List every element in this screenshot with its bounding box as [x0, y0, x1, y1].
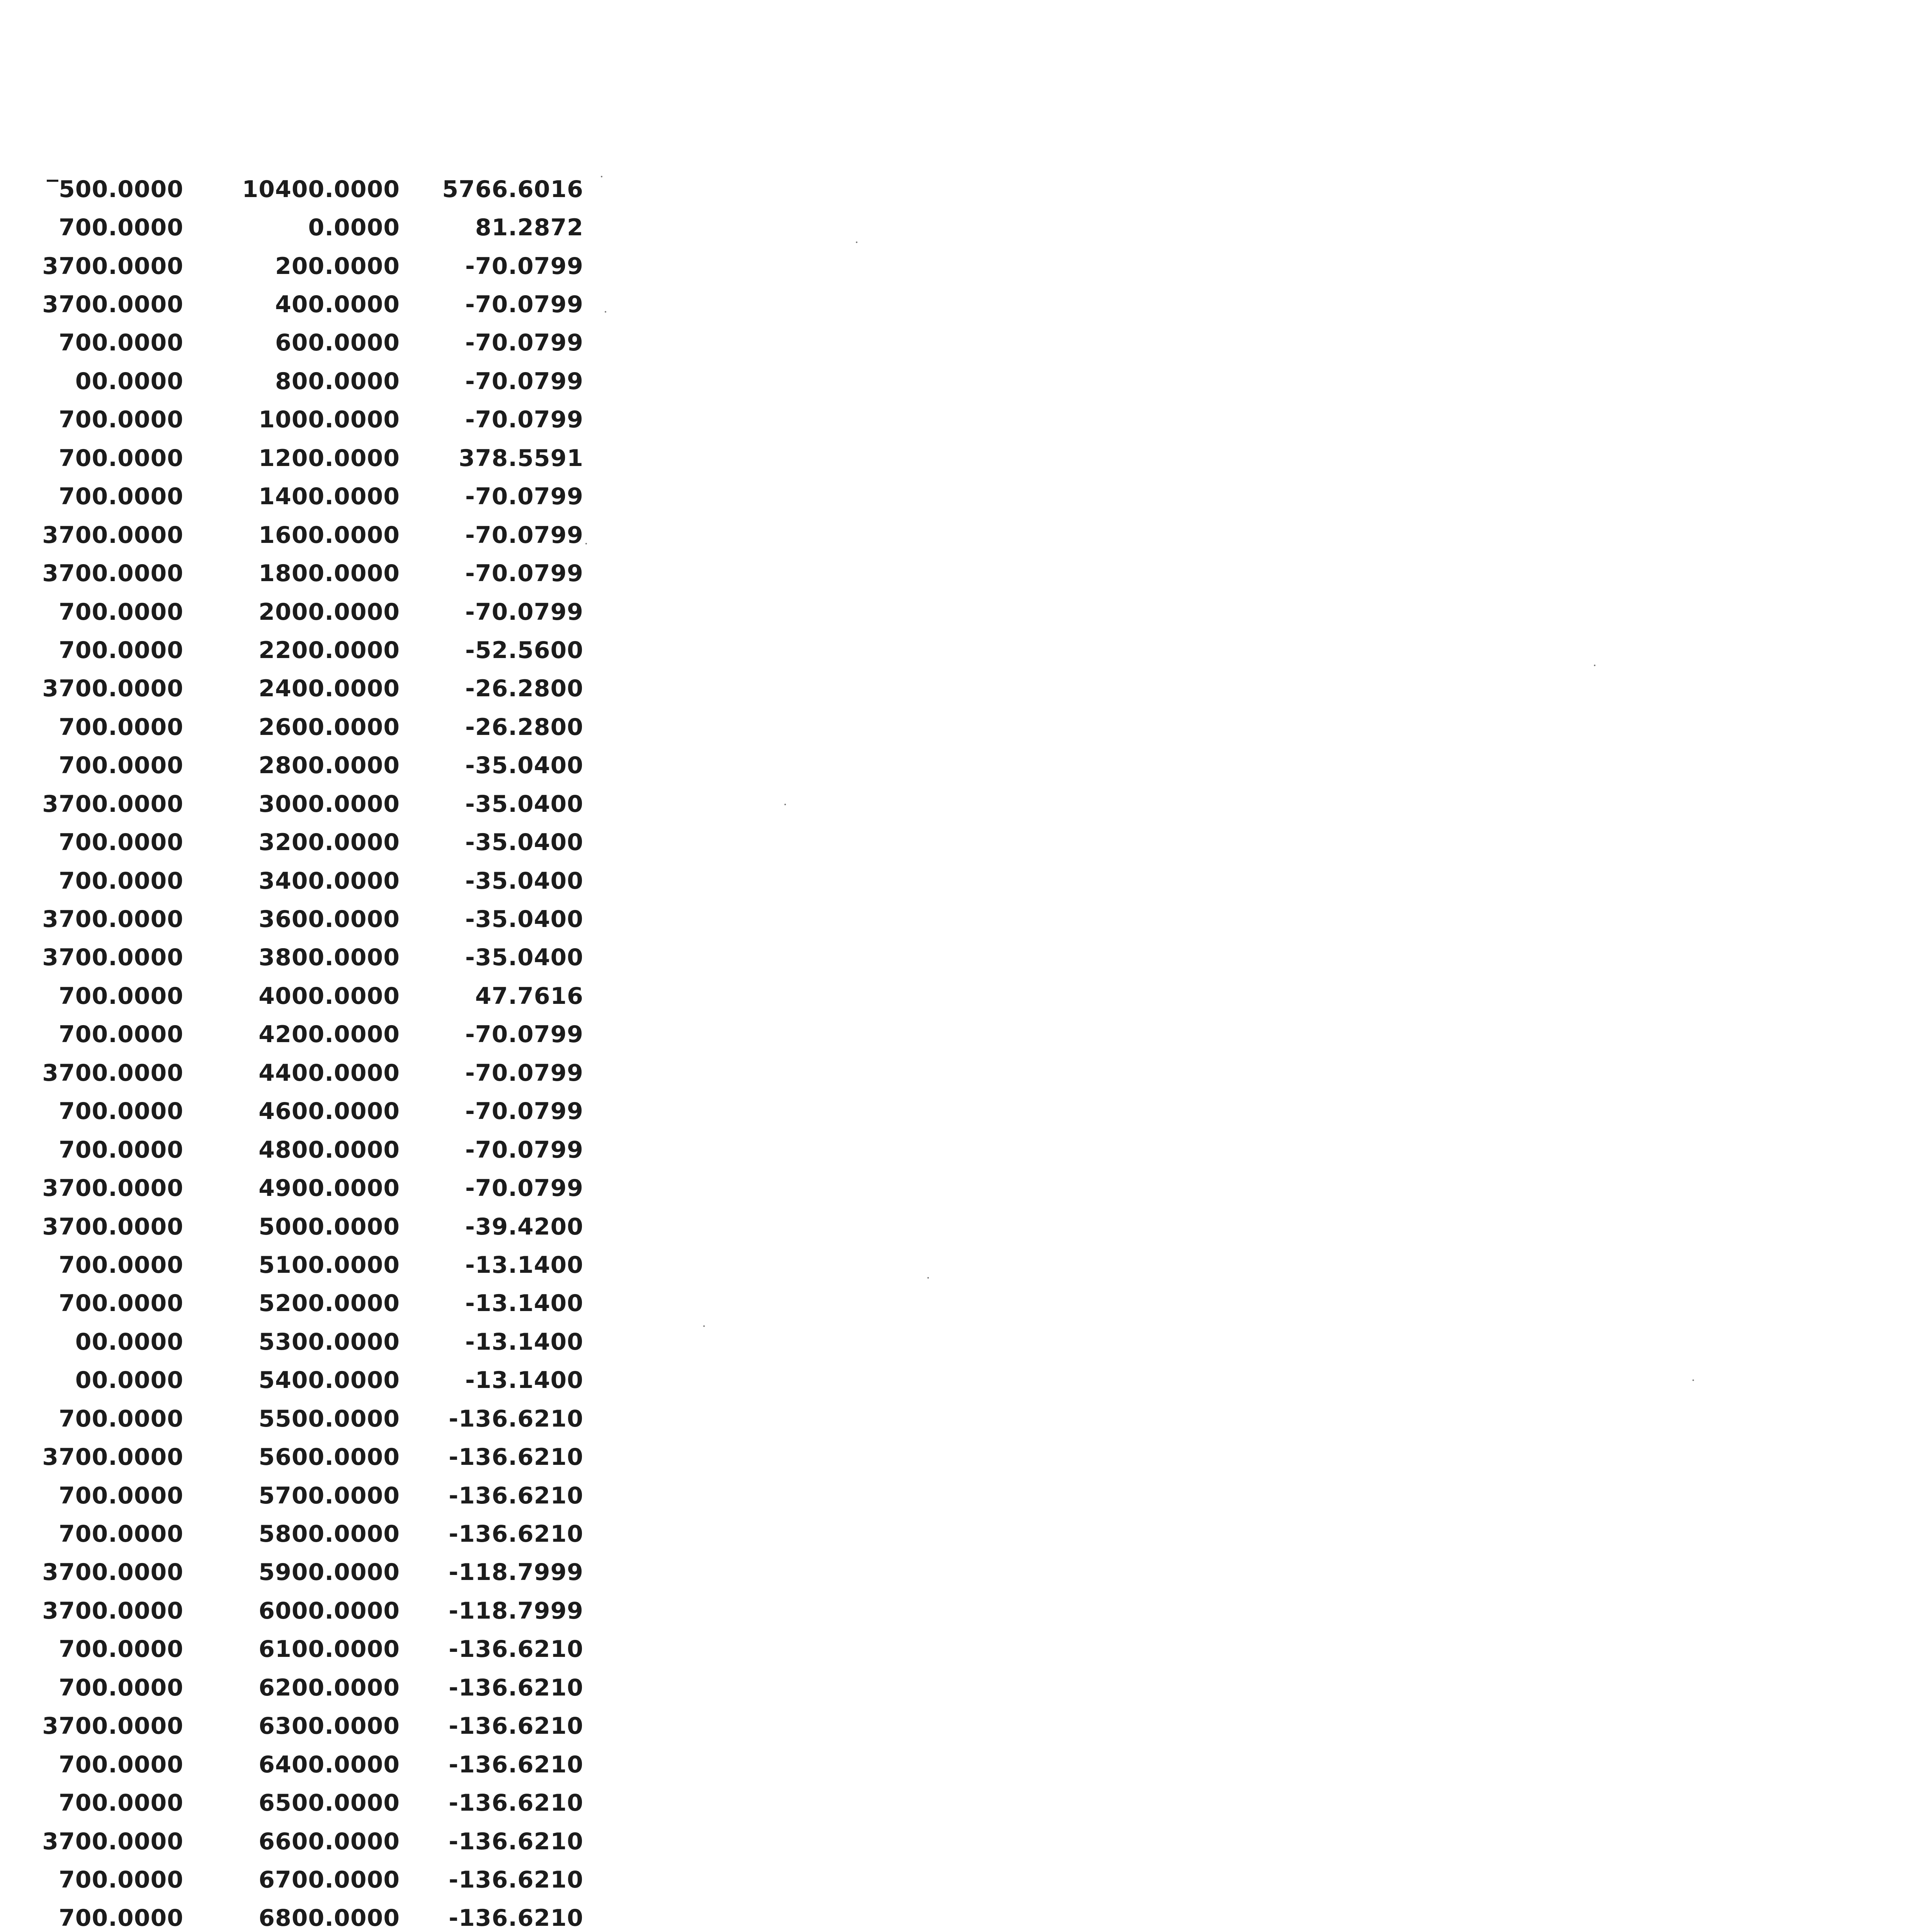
table-cell-col1: 3700.0000: [42, 1059, 184, 1087]
table-cell-col2: 4800.0000: [259, 1136, 400, 1163]
table-cell-col3: -70.0799: [465, 406, 583, 434]
table-cell-col1: 3700.0000: [42, 1597, 184, 1624]
table-cell-col2: 4900.0000: [259, 1175, 400, 1202]
table-cell-col1: 3700.0000: [42, 675, 184, 702]
data-table: [35, 170, 614, 1932]
table-row: [35, 1784, 614, 1822]
table-cell-col1: 00.0000: [75, 1328, 184, 1355]
table-cell-col1: 700.0000: [58, 1251, 184, 1279]
table-cell-col1: 700.0000: [58, 1905, 184, 1932]
table-cell-col3: -70.0799: [465, 1059, 583, 1087]
table-cell-col3: -136.6210: [449, 1905, 583, 1932]
table-row: [35, 439, 614, 477]
table-row: [35, 170, 614, 208]
table-cell-col2: 6500.0000: [259, 1789, 400, 1817]
table-cell-col3: -118.7999: [449, 1559, 583, 1586]
table-cell-col3: -70.0799: [465, 329, 583, 357]
table-row: [35, 362, 614, 400]
table-cell-col3: -35.0400: [465, 867, 583, 895]
table-row: [35, 1284, 614, 1323]
table-cell-col2: 4000.0000: [259, 982, 400, 1010]
table-cell-col3: -70.0799: [465, 252, 583, 280]
table-cell-col2: 5700.0000: [259, 1482, 400, 1509]
table-row: [35, 1208, 614, 1246]
table-cell-col1: 3700.0000: [42, 291, 184, 318]
table-cell-col3: -70.0799: [465, 1098, 583, 1125]
table-cell-col2: 6700.0000: [259, 1866, 400, 1893]
table-cell-col2: 5200.0000: [259, 1290, 400, 1317]
table-cell-col2: 1000.0000: [259, 406, 400, 434]
table-cell-col3: -35.0400: [465, 752, 583, 779]
table-cell-col2: 400.0000: [275, 291, 400, 318]
table-cell-col3: 47.7616: [475, 982, 583, 1010]
table-cell-col3: -70.0799: [465, 483, 583, 510]
table-cell-col1: 700.0000: [58, 1098, 184, 1125]
table-cell-col3: -136.6210: [449, 1520, 583, 1548]
table-cell-col1: 700.0000: [58, 1405, 184, 1432]
table-row: [35, 1822, 614, 1861]
table-cell-col2: 6100.0000: [259, 1636, 400, 1663]
table-cell-col1: 700.0000: [58, 406, 184, 434]
table-row: [35, 1438, 614, 1476]
table-cell-col2: 5900.0000: [259, 1559, 400, 1586]
table-cell-col3: -26.2800: [465, 713, 583, 741]
table-cell-col1: 700.0000: [58, 329, 184, 357]
table-cell-col3: -136.6210: [449, 1405, 583, 1432]
table-cell-col1: 700.0000: [58, 214, 184, 242]
table-cell-col2: 3400.0000: [259, 867, 400, 895]
table-row: [35, 401, 614, 439]
table-cell-col2: 5300.0000: [259, 1328, 400, 1355]
table-row: [35, 1054, 614, 1092]
table-cell-col3: -26.2800: [465, 675, 583, 702]
table-cell-col2: 4200.0000: [259, 1021, 400, 1048]
table-cell-col1: 700.0000: [58, 444, 184, 472]
table-row: [35, 478, 614, 516]
table-row: [35, 1361, 614, 1400]
table-cell-col2: 6200.0000: [259, 1674, 400, 1701]
table-row: [35, 1131, 614, 1169]
table-cell-col1: 3700.0000: [42, 944, 184, 971]
table-row: [35, 1745, 614, 1784]
table-row: [35, 708, 614, 746]
table-cell-col1: 3700.0000: [42, 521, 184, 549]
table-cell-col3: -13.1400: [465, 1290, 583, 1317]
table-cell-col3: -136.6210: [449, 1789, 583, 1817]
table-cell-col3: -39.4200: [465, 1213, 583, 1240]
table-row: [35, 1015, 614, 1054]
table-cell-col2: 10400.0000: [242, 175, 400, 203]
table-cell-col1: 3700.0000: [42, 1213, 184, 1240]
table-cell-col2: 4400.0000: [259, 1059, 400, 1087]
table-cell-col3: -70.0799: [465, 560, 583, 587]
table-row: [35, 247, 614, 285]
table-row: [35, 823, 614, 861]
table-cell-col2: 6400.0000: [259, 1751, 400, 1778]
table-row: [35, 1476, 614, 1515]
table-cell-col2: 5800.0000: [259, 1520, 400, 1548]
table-row: [35, 1630, 614, 1668]
table-cell-col2: 2000.0000: [259, 598, 400, 626]
table-cell-col2: 5400.0000: [259, 1367, 400, 1394]
table-cell-col1: 700.0000: [58, 867, 184, 895]
table-cell-col2: 2400.0000: [259, 675, 400, 702]
table-cell-col1: 3700.0000: [42, 906, 184, 933]
table-cell-col2: 2200.0000: [259, 636, 400, 664]
table-cell-col1: 3700.0000: [42, 1828, 184, 1855]
table-cell-col2: 600.0000: [275, 329, 400, 357]
table-row: [35, 208, 614, 247]
table-cell-col3: -70.0799: [465, 598, 583, 626]
table-cell-col3: -70.0799: [465, 1136, 583, 1163]
table-cell-col3: -136.6210: [449, 1674, 583, 1701]
table-cell-col1: 700.0000: [58, 1136, 184, 1163]
table-cell-col2: 6600.0000: [259, 1828, 400, 1855]
table-cell-col1: 700.0000: [58, 483, 184, 510]
table-cell-col1: 700.0000: [58, 1751, 184, 1778]
table-cell-col2: 6800.0000: [259, 1905, 400, 1932]
table-cell-col1: 700.0000: [58, 598, 184, 626]
table-row: [35, 900, 614, 938]
table-row: [35, 1668, 614, 1707]
table-cell-col1: 700.0000: [58, 1789, 184, 1817]
table-row: [35, 324, 614, 362]
table-cell-col2: 1400.0000: [259, 483, 400, 510]
table-row: [35, 554, 614, 592]
table-cell-col3: -136.6210: [449, 1828, 583, 1855]
table-cell-col3: -70.0799: [465, 367, 583, 395]
table-cell-col1: 3700.0000: [42, 1713, 184, 1740]
table-cell-col3: -136.6210: [449, 1751, 583, 1778]
table-cell-col2: 5500.0000: [259, 1405, 400, 1432]
table-cell-col3: -70.0799: [465, 1021, 583, 1048]
table-cell-col2: 2600.0000: [259, 713, 400, 741]
table-cell-col3: -70.0799: [465, 521, 583, 549]
table-cell-col2: 200.0000: [275, 252, 400, 280]
table-cell-col1: 700.0000: [58, 1482, 184, 1509]
table-row: [35, 1553, 614, 1592]
table-cell-col3: -13.1400: [465, 1251, 583, 1279]
table-cell-col2: 1800.0000: [259, 560, 400, 587]
table-cell-col1: 700.0000: [58, 1021, 184, 1048]
table-cell-col2: 0.0000: [308, 214, 400, 242]
table-cell-col2: 3000.0000: [259, 790, 400, 818]
table-cell-col1: 3700.0000: [42, 1175, 184, 1202]
table-cell-col1: 700.0000: [58, 1290, 184, 1317]
table-cell-col2: 6000.0000: [259, 1597, 400, 1624]
table-cell-col2: 3800.0000: [259, 944, 400, 971]
table-row: [35, 785, 614, 823]
table-cell-col2: 5100.0000: [259, 1251, 400, 1279]
table-cell-col3: 81.2872: [475, 214, 583, 242]
table-cell-col2: 5600.0000: [259, 1444, 400, 1471]
table-cell-col3: -52.5600: [465, 636, 583, 664]
table-row: [35, 631, 614, 669]
table-row: [35, 1323, 614, 1361]
table-row: [35, 1246, 614, 1284]
table-row: [35, 1515, 614, 1553]
table-cell-col2: 2800.0000: [259, 752, 400, 779]
table-cell-col3: -13.1400: [465, 1328, 583, 1355]
table-cell-col1: 3700.0000: [42, 1559, 184, 1586]
table-cell-col3: -35.0400: [465, 944, 583, 971]
table-cell-col3: -35.0400: [465, 790, 583, 818]
table-cell-col3: -70.0799: [465, 1175, 583, 1202]
table-cell-col3: -35.0400: [465, 906, 583, 933]
table-cell-col1: 700.0000: [58, 1636, 184, 1663]
table-cell-col1: 700.0000: [58, 1674, 184, 1701]
table-cell-col3: 5766.6016: [442, 175, 583, 203]
table-cell-col1: 3700.0000: [42, 560, 184, 587]
table-cell-col3: -136.6210: [449, 1713, 583, 1740]
table-cell-col1: 700.0000: [58, 752, 184, 779]
table-cell-col1: 700.0000: [58, 982, 184, 1010]
table-cell-col3: -13.1400: [465, 1367, 583, 1394]
table-cell-col1: 700.0000: [58, 636, 184, 664]
table-cell-col1: 700.0000: [58, 829, 184, 856]
table-cell-col2: 1600.0000: [259, 521, 400, 549]
table-cell-col1: 00.0000: [75, 1367, 184, 1394]
table-row: [35, 1169, 614, 1207]
table-cell-col2: 3200.0000: [259, 829, 400, 856]
table-row: [35, 1861, 614, 1899]
table-row: [35, 862, 614, 900]
table-row: [35, 670, 614, 708]
table-row: [35, 747, 614, 785]
table-cell-col1: 3700.0000: [42, 252, 184, 280]
table-row: [35, 1400, 614, 1438]
table-row: [35, 593, 614, 631]
table-cell-col3: -70.0799: [465, 291, 583, 318]
table-cell-col2: 4600.0000: [259, 1098, 400, 1125]
table-row: [35, 1707, 614, 1745]
table-cell-col3: -136.6210: [449, 1866, 583, 1893]
table-cell-col2: 3600.0000: [259, 906, 400, 933]
table-cell-col3: -118.7999: [449, 1597, 583, 1624]
table-cell-col1: 00.0000: [75, 367, 184, 395]
table-cell-col3: -35.0400: [465, 829, 583, 856]
table-row: [35, 1092, 614, 1131]
table-cell-col1: 3700.0000: [42, 1444, 184, 1471]
table-row: [35, 1899, 614, 1932]
table-cell-col1: 700.0000: [58, 1866, 184, 1893]
table-cell-col2: 800.0000: [275, 367, 400, 395]
table-cell-col3: -136.6210: [449, 1444, 583, 1471]
table-row: [35, 285, 614, 323]
table-cell-col3: 378.5591: [458, 444, 583, 472]
table-row: [35, 1592, 614, 1630]
table-row: [35, 516, 614, 554]
table-cell-col1: ‾500.0000: [46, 175, 184, 203]
table-row: [35, 977, 614, 1015]
table-cell-col2: 6300.0000: [259, 1713, 400, 1740]
table-cell-col3: -136.6210: [449, 1482, 583, 1509]
table-cell-col1: 700.0000: [58, 1520, 184, 1548]
table-cell-col3: -136.6210: [449, 1636, 583, 1663]
table-cell-col1: 3700.0000: [42, 790, 184, 818]
table-cell-col2: 5000.0000: [259, 1213, 400, 1240]
table-cell-col1: 700.0000: [58, 713, 184, 741]
table-row: [35, 939, 614, 977]
table-cell-col2: 1200.0000: [259, 444, 400, 472]
